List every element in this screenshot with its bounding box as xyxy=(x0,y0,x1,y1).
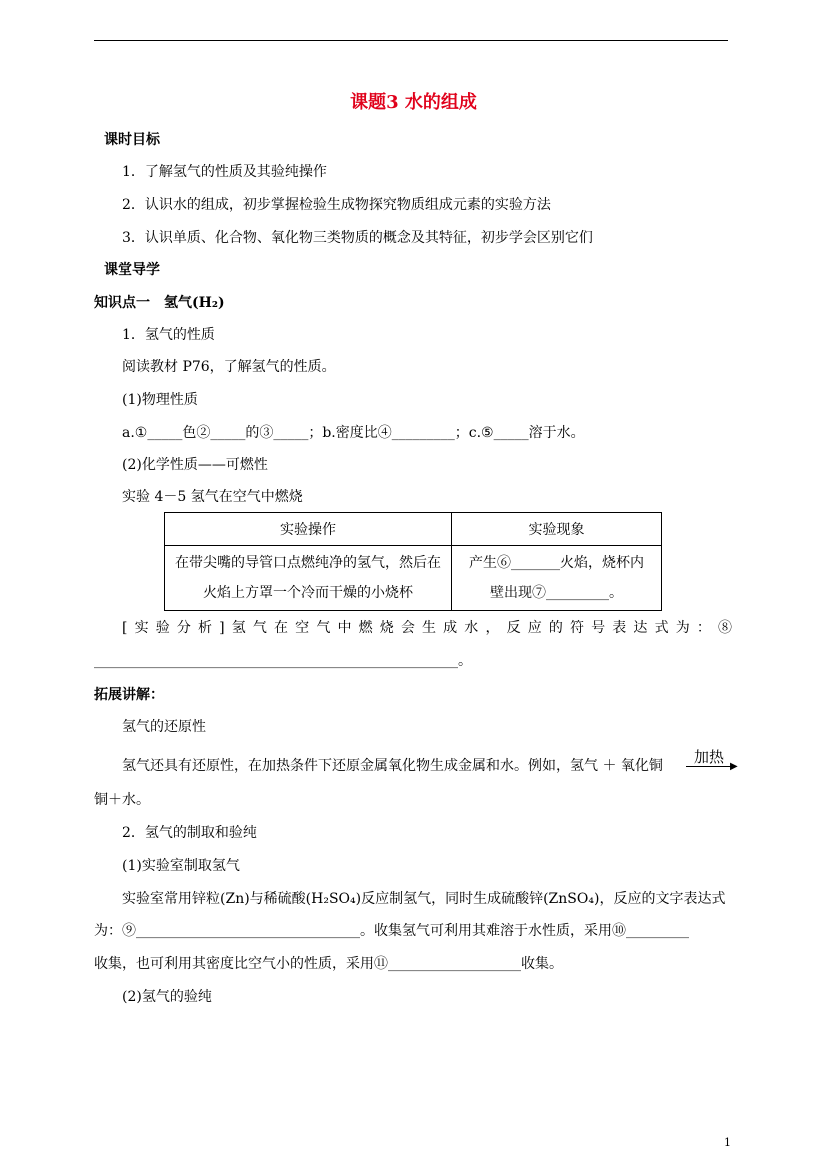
arrow-head-icon: ▶ xyxy=(730,761,738,772)
table-header-observation: 实验现象 xyxy=(452,513,662,546)
objective-item-2: 2．认识水的组成，初步掌握检验生成物探究物质组成元素的实验方法 xyxy=(122,197,551,213)
header-rule xyxy=(94,40,728,41)
observation-line-2: 壁出现⑦_________。 xyxy=(490,585,623,601)
guide-heading: 课堂导学 xyxy=(104,262,160,278)
page-number: 1 xyxy=(724,1136,731,1149)
operation-line-1: 在带尖嘴的导管口点燃纯净的氢气，然后在 xyxy=(175,555,441,571)
objective-item-3: 3．认识单质、化合物、氧化物三类物质的概念及其特征，初步学会区别它们 xyxy=(122,230,593,246)
table-header-operation: 实验操作 xyxy=(165,513,452,546)
heating-arrow xyxy=(686,746,738,776)
experiment-table xyxy=(164,512,662,611)
arrow-line xyxy=(686,766,732,767)
point1-read: 阅读教材 P76，了解氢气的性质。 xyxy=(122,359,336,375)
objective-item-1: 1．了解氢气的性质及其验纯操作 xyxy=(122,164,327,180)
operation-line-2: 火焰上方罩一个冷而干燥的小烧杯 xyxy=(203,585,413,601)
page-title: 课题3 水的组成 xyxy=(350,92,477,113)
table-cell-observation xyxy=(452,546,662,611)
section2-line-2: 为：⑨________________________________。收集氢气可利用其难溶于水性质，采用⑩_________ xyxy=(94,923,689,939)
extension-heading: 拓展讲解： xyxy=(94,687,164,703)
extension-line-2: 铜＋水。 xyxy=(94,792,150,808)
point1-sub1: 1．氢气的性质 xyxy=(122,327,215,343)
table-cell-operation xyxy=(165,546,452,611)
objectives-heading: 课时目标 xyxy=(104,132,160,148)
experiment-title: 实验 4－5 氢气在空气中燃烧 xyxy=(122,489,303,505)
extension-line-1: 氢气还具有还原性，在加热条件下还原金属氧化物生成金属和水。例如，氢气 ＋ 氧化铜 xyxy=(122,758,663,774)
section2-line-1: 实验室常用锌粒(Zn)与稀硫酸(H₂SO₄)反应制氢气，同时生成硫酸锌(ZnSO₄)，反应的文字表达式 xyxy=(122,891,726,907)
section2-heading: 2．氢气的制取和验纯 xyxy=(122,825,257,841)
chemical-heading: (2)化学性质——可燃性 xyxy=(122,457,268,473)
section2-line-3: 收集，也可利用其密度比空气小的性质，采用⑪___________________收集。 xyxy=(94,956,563,972)
observation-line-1: 产生⑥_______火焰，烧杯内 xyxy=(469,555,644,571)
physical-heading: (1)物理性质 xyxy=(122,392,198,408)
analysis-line-2: ____________________________________________________。 xyxy=(94,653,472,669)
point1-heading: 知识点一 氢气(H₂) xyxy=(94,295,225,311)
analysis-line-1: [实验分析]氢气在空气中燃烧会生成水，反应的符号表达式为：⑧ xyxy=(122,620,732,636)
extension-sub: 氢气的还原性 xyxy=(122,719,206,735)
heating-label: 加热 xyxy=(694,748,725,766)
physical-line: a.①_____色②_____的③_____；b.密度比④_________；c.⑤_____溶于水。 xyxy=(122,425,585,441)
section2-sub2: (2)氢气的验纯 xyxy=(122,989,212,1005)
section2-sub1: (1)实验室制取氢气 xyxy=(122,858,240,874)
